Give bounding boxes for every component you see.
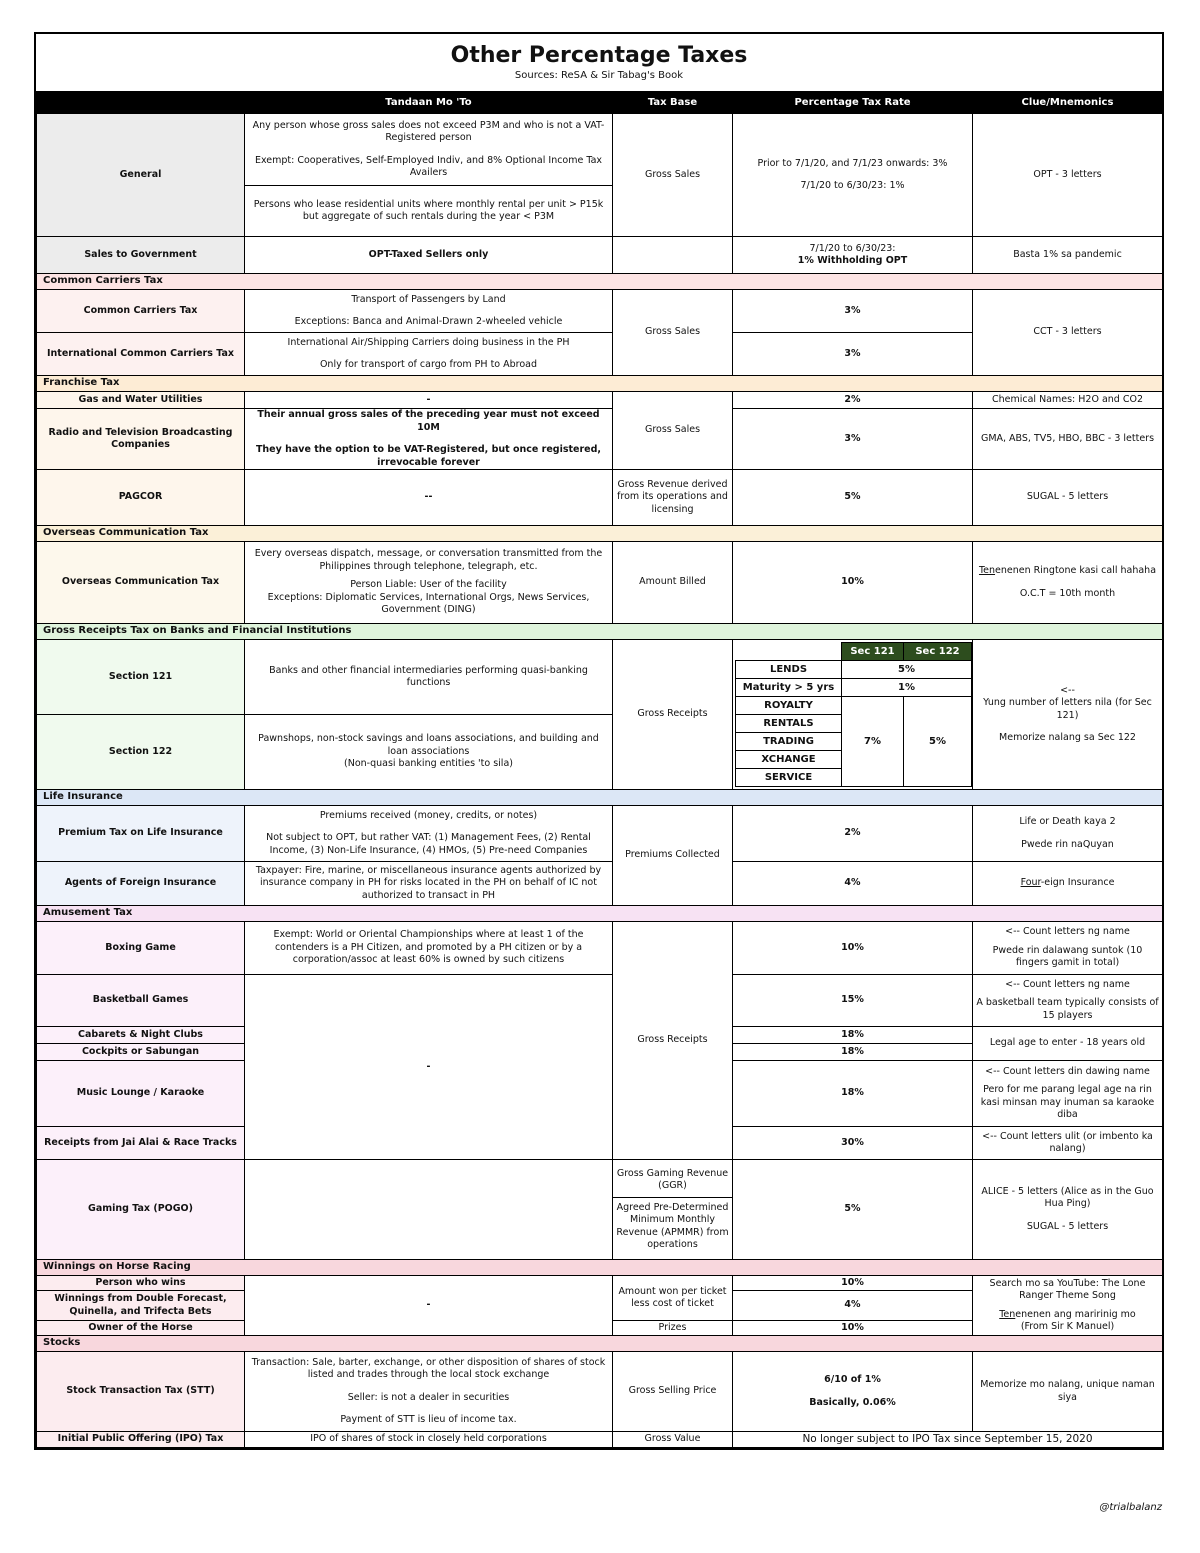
general-clue: OPT - 3 letters: [973, 114, 1163, 237]
overseas-base: Amount Billed: [613, 542, 733, 624]
horse-bets-label: Winnings from Double Forecast, Quinella, and Trifecta Bets: [37, 1291, 245, 1321]
premium-tax-clue: [973, 806, 1163, 862]
page-title: Other Percentage Taxes: [450, 43, 748, 68]
section-horse: Winnings on Horse Racing: [37, 1260, 1163, 1276]
foreign-agents-label: Agents of Foreign Insurance: [37, 862, 245, 906]
general-rate-1: Prior to 7/1/20, and 7/1/23 onwards: 3%: [757, 157, 948, 169]
section-franchise: Franchise Tax: [37, 376, 1163, 392]
section-common-carriers: Common Carriers Tax: [37, 274, 1163, 290]
pogo-label: Gaming Tax (POGO): [37, 1160, 245, 1260]
premium-tax-rate: 2%: [733, 806, 973, 862]
amusement-note: -: [245, 975, 613, 1160]
pagcor-base: Gross Revenue derived from its operations and licensing: [613, 470, 733, 526]
overseas-note: [245, 542, 613, 624]
music-lounge-clue-2: Pero for me parang legal age na rin kasi minsan may inuman sa karaoke diba: [980, 1084, 1155, 1120]
gas-water-clue: Chemical Names: H2O and CO2: [973, 392, 1163, 409]
grt-row-xchange: XCHANGE: [736, 751, 842, 769]
horse-owner-rate: 10%: [733, 1321, 973, 1336]
common-carriers-text-2: Exceptions: Banca and Animal-Drawn 2-wheeled vehicle: [294, 316, 563, 327]
grt-header-121: Sec 121: [842, 643, 904, 661]
section-stocks: Stocks: [37, 1336, 1163, 1352]
intl-carriers-text-2: Only for transport of cargo from PH to Abroad: [319, 359, 538, 370]
radio-tv-base: Gross Sales: [613, 392, 733, 470]
jai-alai-rate: 30%: [733, 1127, 973, 1160]
grt-lends-rate: 5%: [842, 661, 972, 679]
pagcor-clue: SUGAL - 5 letters: [973, 470, 1163, 526]
music-lounge-rate: 18%: [733, 1061, 973, 1127]
cabaret-label: Cabarets & Night Clubs: [37, 1027, 245, 1044]
intl-carriers-rate: 3%: [733, 333, 973, 376]
grt-rate-blank: [736, 643, 842, 661]
general-rate: [733, 114, 973, 237]
tax-table: [36, 92, 1163, 1448]
pagcor-rate: 5%: [733, 470, 973, 526]
sec-121-note: Banks and other financial intermediaries performing quasi-banking functions: [245, 640, 613, 715]
grt-row-rentals: RENTALS: [736, 715, 842, 733]
overseas-clue-1: enenen Ringtone kasi call hahaha: [995, 565, 1157, 576]
grt-header-122: Sec 122: [904, 643, 972, 661]
radio-tv-text-1: Their annual gross sales of the preceding year must not exceed 10M: [257, 409, 600, 433]
common-carriers-rate: 3%: [733, 290, 973, 333]
common-carriers-label: Common Carriers Tax: [37, 290, 245, 333]
grt-clue-arrow: <--: [1060, 684, 1075, 696]
premium-tax-clue-2: Pwede rin naQuyan: [1021, 838, 1114, 850]
jai-alai-label: Receipts from Jai Alai & Race Tracks: [37, 1127, 245, 1160]
grt-row-lends: LENDS: [736, 661, 842, 679]
pogo-note: [245, 1160, 613, 1260]
amusement-base: Gross Receipts: [613, 922, 733, 1160]
grt-row-maturity: Maturity > 5 yrs: [736, 679, 842, 697]
life-base: Premiums Collected: [613, 806, 733, 906]
pogo-base: [613, 1160, 733, 1260]
stt-text-2: Seller: is not a dealer in securities: [347, 1391, 510, 1403]
radio-tv-rate: 3%: [733, 409, 973, 470]
cabaret-rate: 18%: [733, 1027, 973, 1044]
overseas-clue: [973, 542, 1163, 624]
stt-text-3: Payment of STT is lieu of income tax.: [340, 1414, 517, 1425]
grt-clue: [973, 640, 1163, 790]
sec-122-note: [245, 715, 613, 790]
music-lounge-clue: [973, 1061, 1163, 1127]
intl-carriers-label: International Common Carriers Tax: [37, 333, 245, 376]
grt-122-rate: 5%: [904, 697, 972, 787]
general-rate-2: 7/1/20 to 6/30/23: 1%: [800, 180, 905, 191]
basketball-label: Basketball Games: [37, 975, 245, 1027]
sales-gov-label: Sales to Government: [37, 237, 245, 274]
foreign-agents-clue: -eign Insurance: [1040, 877, 1115, 889]
stt-base: Gross Selling Price: [613, 1352, 733, 1432]
basketball-clue: [973, 975, 1163, 1027]
horse-clue: [973, 1276, 1163, 1336]
boxing-label: Boxing Game: [37, 922, 245, 975]
pogo-base-2: Agreed Pre-Determined Minimum Monthly Revenue (APMMR) from operations: [616, 1201, 729, 1250]
overseas-text-3: Exceptions: Diplomatic Services, International Orgs, News Services, Government (DING): [267, 591, 590, 616]
horse-note: -: [245, 1276, 613, 1336]
grt-base: Gross Receipts: [613, 640, 733, 790]
overseas-clue-underlined: Ten: [978, 565, 996, 576]
section-grt: Gross Receipts Tax on Banks and Financial Institutions: [37, 624, 1163, 640]
overseas-text-2: Person Liable: User of the facility: [350, 579, 507, 591]
overseas-text-1: Every overseas dispatch, message, or conversation transmitted from the Philippines through telephone, telegraph, etc.: [254, 548, 603, 572]
pagcor-label: PAGCOR: [37, 470, 245, 526]
sec-122-text-1: Pawnshops, non-stock savings and loans associations, and building and loan associations: [258, 733, 599, 757]
sec-122-label: Section 122: [37, 715, 245, 790]
common-carriers-base: Gross Sales: [613, 290, 733, 376]
premium-tax-label: Premium Tax on Life Insurance: [37, 806, 245, 862]
horse-winner-label: Person who wins: [37, 1276, 245, 1291]
pogo-base-1: Gross Gaming Revenue (GGR): [613, 1164, 732, 1198]
foreign-agents-rate: 4%: [733, 862, 973, 906]
sales-gov-rate-1: 7/1/20 to 6/30/23:: [809, 242, 896, 254]
column-header-row: [37, 93, 1163, 114]
general-note: [245, 114, 613, 186]
general-tax-base: Gross Sales: [613, 114, 733, 237]
ipo-rate: No longer subject to IPO Tax since September 15, 2020: [733, 1432, 1163, 1448]
premium-tax-text-2: Not subject to OPT, but rather VAT: (1) Management Fees, (2) Rental Income, (3) Non-Life Insurance, (4) HMOs, (5) Pre-need Companies: [266, 832, 591, 856]
grt-rate-table: [735, 642, 972, 787]
intl-carriers-note: [245, 333, 613, 376]
pagcor-note: --: [245, 470, 613, 526]
stt-clue: Memorize mo nalang, unique naman siya: [973, 1352, 1163, 1432]
horse-clue-1: Search mo sa YouTube: The Lone Ranger Theme Song: [989, 1277, 1146, 1301]
ipo-base: Gross Value: [613, 1432, 733, 1448]
common-carriers-clue: CCT - 3 letters: [973, 290, 1163, 376]
radio-tv-label: Radio and Television Broadcasting Companies: [37, 409, 245, 470]
jai-alai-clue: <-- Count letters ulit (or imbento ka nalang): [973, 1127, 1163, 1160]
overseas-clue-2: O.C.T = 10th month: [1019, 587, 1116, 599]
page-subtitle: Sources: ReSA & Sir Tabag's Book: [36, 69, 1162, 92]
grt-maturity-rate: 1%: [842, 679, 972, 697]
boxing-clue-1: <-- Count letters ng name: [1005, 926, 1130, 938]
sales-gov-clue: Basta 1% sa pandemic: [973, 237, 1163, 274]
horse-winner-rate: 10%: [733, 1276, 973, 1291]
music-lounge-label: Music Lounge / Karaoke: [37, 1061, 245, 1127]
boxing-rate: 10%: [733, 922, 973, 975]
horse-owner-label: Owner of the Horse: [37, 1321, 245, 1336]
basketball-clue-2: A basketball team typically consists of 15 players: [976, 997, 1159, 1021]
pogo-clue-2: SUGAL - 5 letters: [1026, 1220, 1109, 1232]
boxing-clue: [973, 922, 1163, 975]
column-header-blank: [37, 93, 245, 114]
overseas-rate: 10%: [733, 542, 973, 624]
general-text-1: Any person whose gross sales does not exceed P3M and who is not a VAT-Registered person: [252, 119, 605, 143]
grt-row-service: SERVICE: [736, 769, 842, 787]
grt-121-rate: 7%: [842, 697, 904, 787]
foreign-agents-note: Taxpayer: Fire, marine, or miscellaneous insurance agents authorized by insurance company in PH for risks located in the PH on behalf of IC not authorized to transact in PH: [245, 862, 613, 906]
sales-gov-base: [613, 237, 733, 274]
boxing-clue-2: Pwede rin dalawang suntok (10 fingers gamit in total): [992, 944, 1143, 969]
section-overseas: Overseas Communication Tax: [37, 526, 1163, 542]
boxing-note: Exempt: World or Oriental Championships where at least 1 of the contenders is a PH Citizen, and promoted by a PH citizen or by a corporation/assoc at least 60% is owned by such citizens: [245, 922, 613, 975]
stt-text-1: Transaction: Sale, barter, exchange, or other disposition of shares of stock listed and trades through the local stock exchange: [251, 1356, 606, 1380]
premium-tax-note: [245, 806, 613, 862]
overseas-label: Overseas Communication Tax: [37, 542, 245, 624]
horse-bets-rate: 4%: [733, 1291, 973, 1321]
column-header-rate: Percentage Tax Rate: [733, 93, 973, 114]
grt-clue-2: Memorize nalang sa Sec 122: [999, 732, 1136, 743]
tax-sheet: [34, 32, 1164, 1450]
premium-tax-text-1: Premiums received (money, credits, or notes): [319, 809, 538, 821]
cockpit-label: Cockpits or Sabungan: [37, 1044, 245, 1061]
basketball-rate: 15%: [733, 975, 973, 1027]
stt-label: Stock Transaction Tax (STT): [37, 1352, 245, 1432]
music-lounge-clue-1: <-- Count letters din dawing name: [985, 1065, 1150, 1077]
grt-rate-cell: [733, 640, 973, 790]
premium-tax-clue-1: Life or Death kaya 2: [1019, 816, 1116, 827]
cockpit-rate: 18%: [733, 1044, 973, 1061]
grt-row-trading: TRADING: [736, 733, 842, 751]
radio-tv-note: [245, 409, 613, 470]
foreign-agents-clue-underlined: Four: [1020, 877, 1041, 889]
gas-water-note: -: [245, 392, 613, 409]
sales-gov-note: OPT-Taxed Sellers only: [245, 237, 613, 274]
intl-carriers-text-1: International Air/Shipping Carriers doing business in the PH: [287, 336, 570, 348]
horse-base-2: Prizes: [613, 1321, 733, 1336]
pogo-rate: 5%: [733, 1160, 973, 1260]
radio-tv-clue: GMA, ABS, TV5, HBO, BBC - 3 letters: [973, 409, 1163, 470]
gas-water-label: Gas and Water Utilities: [37, 392, 245, 409]
general-text-2: Exempt: Cooperatives, Self-Employed Indiv, and 8% Optional Income Tax Availers: [254, 154, 603, 178]
ipo-label: Initial Public Offering (IPO) Tax: [37, 1432, 245, 1448]
grt-clue-1: Yung number of letters nila (for Sec 121): [983, 697, 1152, 721]
horse-clue-underlined: Ten: [999, 1308, 1016, 1320]
sales-gov-rate: [733, 237, 973, 274]
section-life: Life Insurance: [37, 790, 1163, 806]
horse-base-1: Amount won per ticket less cost of ticket: [613, 1276, 733, 1321]
common-carriers-note: [245, 290, 613, 333]
stt-rate: [733, 1352, 973, 1432]
horse-clue-2: enenen ang maririnig mo: [1015, 1308, 1136, 1320]
basketball-clue-1: <-- Count letters ng name: [1005, 978, 1130, 990]
horse-clue-3: (From Sir K Manuel): [1020, 1321, 1115, 1332]
column-header-clue: Clue/Mnemonics: [973, 93, 1163, 114]
ipo-note: IPO of shares of stock in closely held corporations: [245, 1432, 613, 1448]
foreign-agents-clue: [973, 862, 1163, 906]
stt-rate-1: 6/10 of 1%: [824, 1374, 881, 1385]
column-header-tax-base: Tax Base: [613, 93, 733, 114]
sec-121-label: Section 121: [37, 640, 245, 715]
gas-water-rate: 2%: [733, 392, 973, 409]
general-lease-note: Persons who lease residential units where monthly rental per unit > P15k but aggregate of such rentals during the year < P3M: [245, 186, 613, 237]
column-header-tandaan: Tandaan Mo 'To: [245, 93, 613, 114]
section-amusement: Amusement Tax: [37, 906, 1163, 922]
sales-gov-rate-2: 1% Withholding OPT: [797, 255, 908, 266]
pogo-clue: [973, 1160, 1163, 1260]
stt-note: [245, 1352, 613, 1432]
stt-rate-2: Basically, 0.06%: [809, 1396, 896, 1408]
cabaret-clue: Legal age to enter - 18 years old: [973, 1027, 1163, 1061]
footer-handle: @trialbalanz: [1099, 1502, 1162, 1513]
radio-tv-text-2: They have the option to be VAT-Registered, but once registered, irrevocable forever: [255, 444, 602, 468]
common-carriers-text-1: Transport of Passengers by Land: [351, 293, 506, 305]
pogo-clue-1: ALICE - 5 letters (Alice as in the Guo Hua Ping): [981, 1185, 1154, 1210]
grt-row-royalty: ROYALTY: [736, 697, 842, 715]
sec-122-text-2: (Non-quasi banking entities 'to sila): [344, 758, 513, 770]
general-label: General: [37, 114, 245, 237]
